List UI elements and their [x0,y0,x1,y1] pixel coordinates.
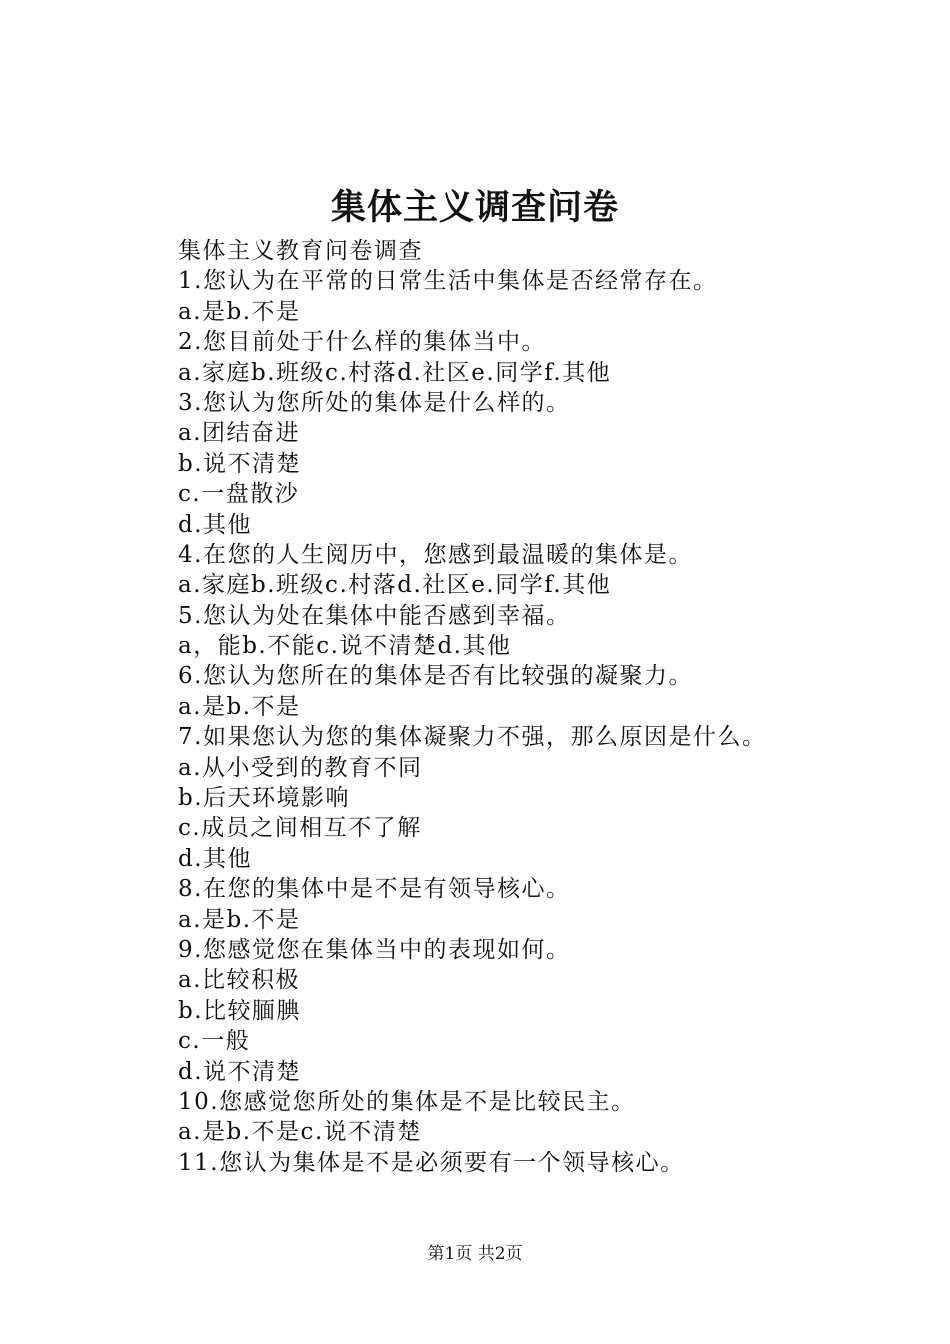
answer-option-7c: c.成员之间相互不了解 [178,815,422,842]
page-footer: 第1页 共2页 [427,1244,523,1264]
answer-option-3b: b.说不清楚 [178,450,302,477]
answer-option-7b: b.后天环境影响 [178,785,351,812]
answer-option-9d: d.说不清楚 [178,1058,302,1085]
question-1: 1.您认为在平常的日常生活中集体是否经常存在。 [178,268,718,295]
question-7: 7.如果您认为您的集体凝聚力不强，那么原因是什么。 [178,724,767,751]
answer-option-3d: d.其他 [178,511,253,538]
answer-options-6: a.是b.不是 [178,693,301,720]
answer-option-9a: a.比较积极 [178,967,301,994]
subtitle-line: 集体主义教育问卷调查 [178,238,423,264]
question-2: 2.您目前处于什么样的集体当中。 [178,329,546,356]
answer-option-3a: a.团结奋进 [178,420,301,447]
question-6: 6.您认为您所在的集体是否有比较强的凝聚力。 [178,663,693,690]
answer-option-3c: c.一盘散沙 [178,481,300,508]
question-10: 10.您感觉您所处的集体是不是比较民主。 [178,1088,636,1115]
document-body [178,236,878,1178]
answer-option-7d: d.其他 [178,845,253,872]
question-5: 5.您认为处在集体中能否感到幸福。 [178,602,571,629]
answer-option-9c: c.一般 [178,1028,251,1055]
answer-options-1: a.是b.不是 [178,298,301,325]
question-11: 11.您认为集体是不是必须要有一个领导核心。 [178,1149,685,1176]
answer-options-8: a.是b.不是 [178,906,301,933]
question-8: 8.在您的集体中是不是有领导核心。 [178,876,571,903]
answer-options-5: a，能b.不能c.说不清楚d.其他 [178,633,512,660]
document-title: 集体主义调查问卷 [330,187,619,228]
question-4: 4.在您的人生阅历中，您感到最温暖的集体是。 [178,541,693,568]
answer-options-10: a.是b.不是c.说不清楚 [178,1119,422,1146]
question-3: 3.您认为您所处的集体是什么样的。 [178,389,571,416]
answer-options-2: a.家庭b.班级c.村落d.社区e.同学f.其他 [178,359,612,386]
answer-option-9b: b.比较腼腆 [178,997,302,1024]
question-9: 9.您感觉您在集体当中的表现如何。 [178,936,571,963]
answer-option-7a: a.从小受到的教育不同 [178,754,423,781]
answer-options-4: a.家庭b.班级c.村落d.社区e.同学f.其他 [178,572,612,599]
